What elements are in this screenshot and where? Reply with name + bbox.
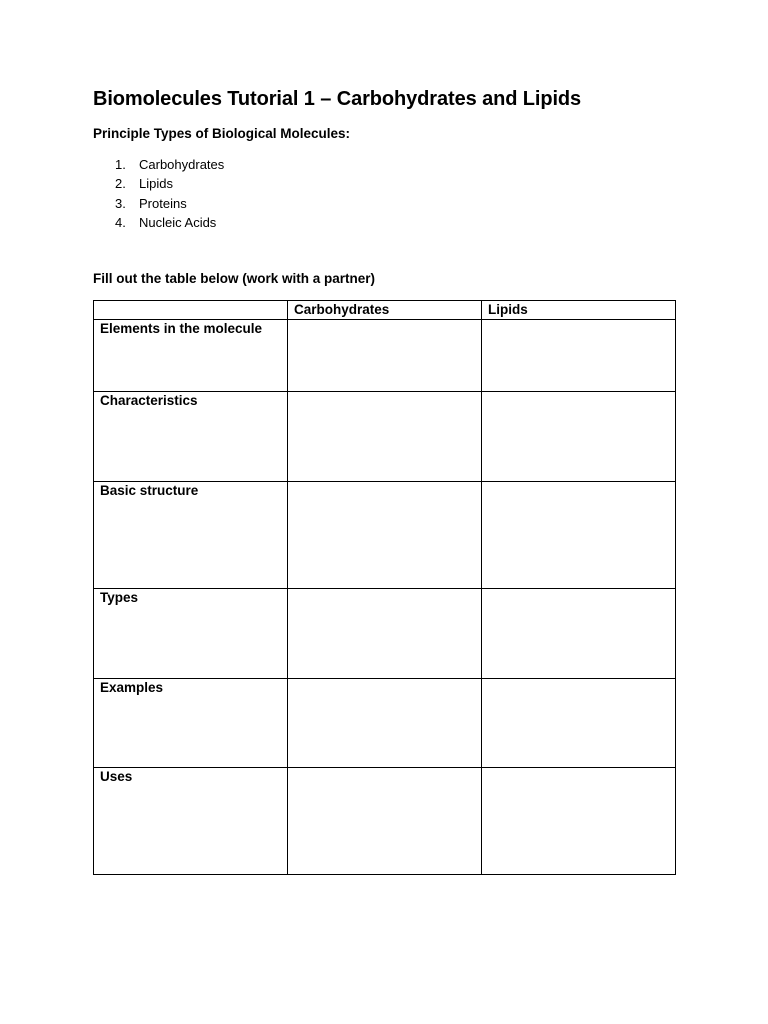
- worksheet-table: [93, 300, 676, 875]
- list-item: [115, 194, 224, 213]
- answer-cell-carbohydrates[interactable]: [288, 392, 482, 482]
- answer-cell-carbohydrates[interactable]: [288, 589, 482, 679]
- answer-cell-lipids[interactable]: [482, 320, 676, 392]
- table-row: [94, 679, 676, 768]
- row-label-examples: Examples: [94, 679, 288, 768]
- answer-cell-lipids[interactable]: [482, 768, 676, 875]
- row-label-basic-structure: Basic structure: [94, 482, 288, 589]
- table-instruction: Fill out the table below (work with a partner): [93, 271, 376, 286]
- row-label-uses: Uses: [94, 768, 288, 875]
- list-label: Nucleic Acids: [139, 214, 217, 230]
- molecule-types-list: [115, 155, 224, 232]
- row-label-types: Types: [94, 589, 288, 679]
- list-item: [115, 174, 224, 193]
- answer-cell-carbohydrates[interactable]: [288, 679, 482, 768]
- answer-cell-lipids[interactable]: [482, 679, 676, 768]
- table-row: [94, 482, 676, 589]
- list-number: 3.: [115, 195, 126, 211]
- answer-cell-lipids[interactable]: [482, 392, 676, 482]
- list-item: [115, 155, 224, 174]
- list-item: [115, 213, 224, 232]
- list-label: Proteins: [139, 195, 187, 211]
- list-number: 1.: [115, 157, 126, 172]
- list-label: Lipids: [139, 176, 173, 192]
- row-label-characteristics: Characteristics: [94, 392, 288, 482]
- answer-cell-carbohydrates[interactable]: [288, 320, 482, 392]
- list-number: 4.: [115, 214, 126, 230]
- header-cell-carbohydrates: Carbohydrates: [288, 301, 482, 320]
- types-subheading: Principle Types of Biological Molecules:: [93, 126, 351, 141]
- answer-cell-carbohydrates[interactable]: [288, 482, 482, 589]
- header-cell-lipids: Lipids: [482, 301, 676, 320]
- answer-cell-lipids[interactable]: [482, 482, 676, 589]
- header-cell-empty: [94, 301, 288, 320]
- table-row: [94, 392, 676, 482]
- row-label-elements: Elements in the molecule: [94, 320, 288, 392]
- answer-cell-carbohydrates[interactable]: [288, 768, 482, 875]
- table-row: [94, 768, 676, 875]
- document-title: Biomolecules Tutorial 1 – Carbohydrates and Lipids: [93, 88, 582, 110]
- list-label: Carbohydrates: [139, 157, 225, 172]
- list-number: 2.: [115, 176, 126, 192]
- table-row: [94, 589, 676, 679]
- table-row: [94, 320, 676, 392]
- table-header-row: [94, 301, 676, 320]
- answer-cell-lipids[interactable]: [482, 589, 676, 679]
